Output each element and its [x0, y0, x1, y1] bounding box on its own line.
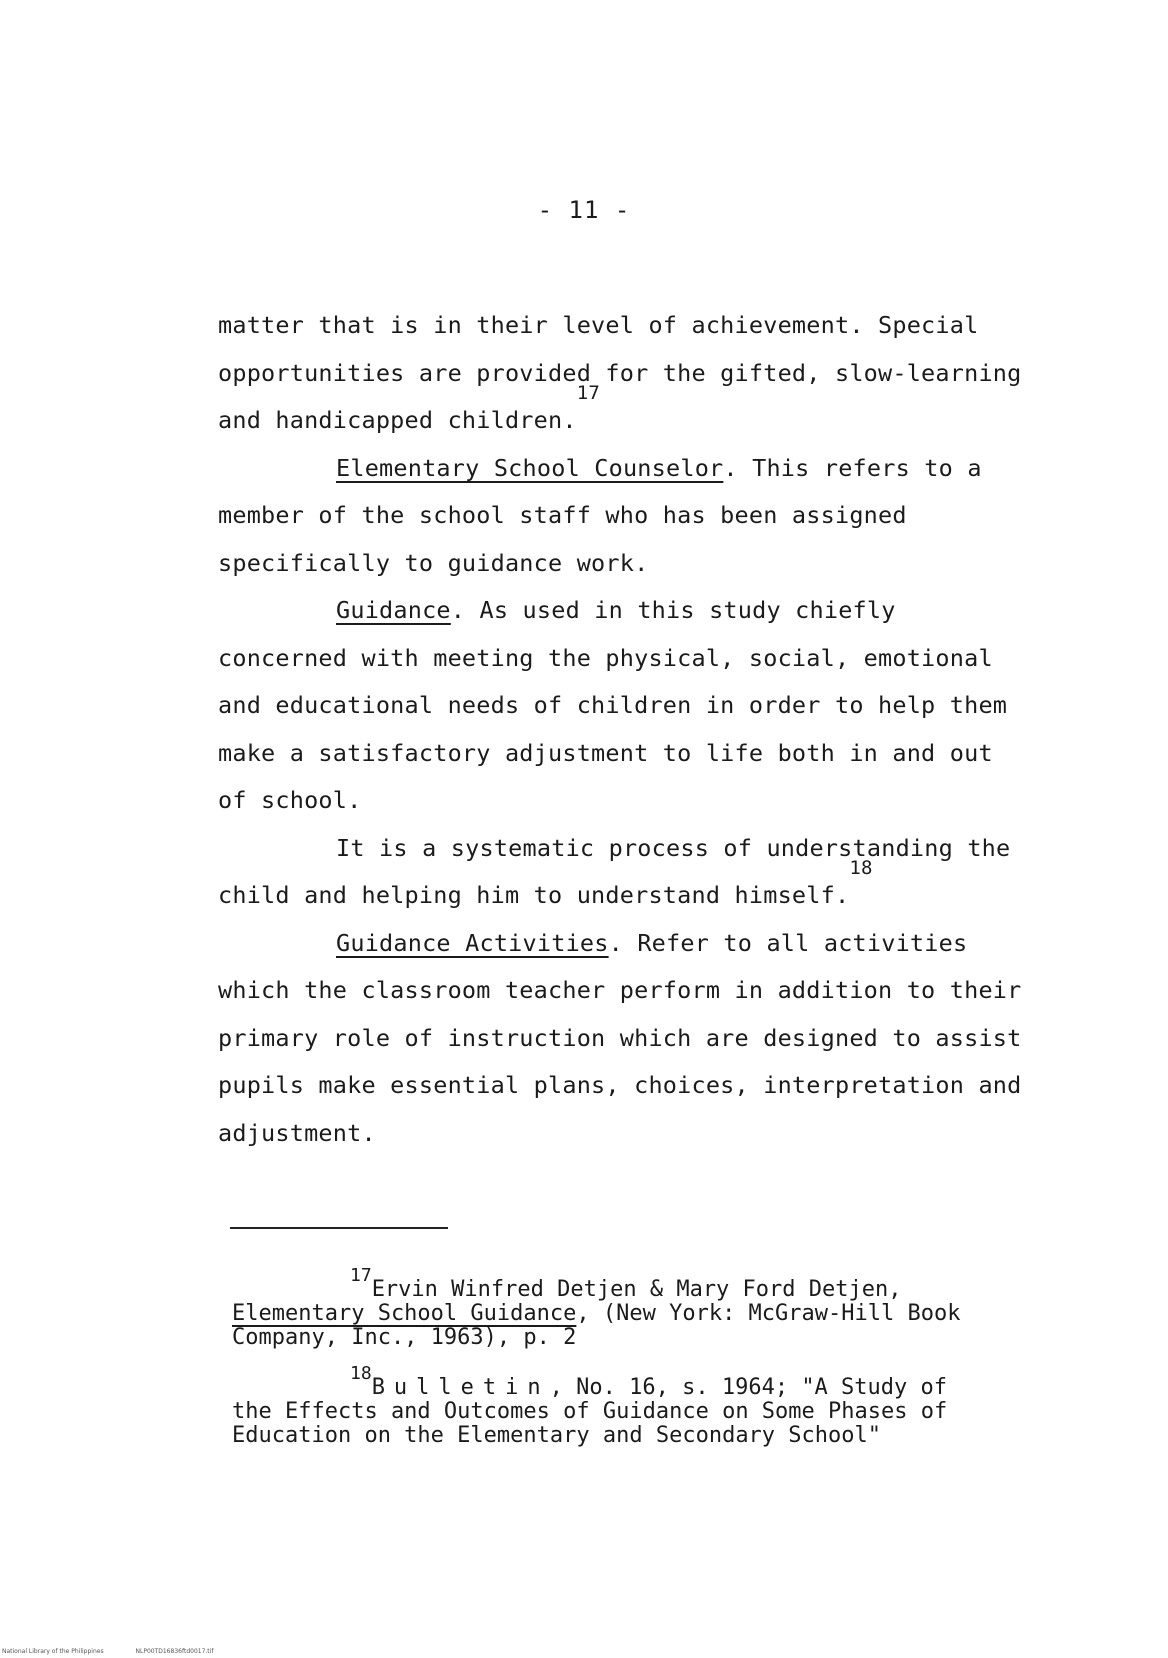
text-span: Education on the Elementary and Secondary School": [232, 1423, 882, 1448]
text-span: make a satisfactory adjustment to life both in and out: [218, 738, 993, 767]
body-line: [218, 587, 1038, 635]
footnote-ref-18: 18: [849, 857, 873, 879]
text-span: Ervin Winfred Detjen & Mary Ford Detjen,: [371, 1277, 902, 1302]
body-line: [218, 1015, 1038, 1063]
body-line: [218, 920, 1038, 968]
body-line: [218, 492, 1038, 540]
body-line: [218, 682, 1038, 730]
body-line: [218, 967, 1038, 1015]
body-line: [218, 1110, 1038, 1158]
text-span: of school.: [218, 786, 362, 814]
body-line: [218, 382, 1038, 445]
body-line: [218, 1062, 1038, 1110]
footnote-ref-17: 17: [576, 382, 600, 404]
text-span: pupils make essential plans, choices, interpretation and: [218, 1071, 1022, 1099]
bulletin-word: Bulletin: [371, 1375, 550, 1400]
footnote-line: [232, 1326, 1052, 1350]
text-span: . As used in this study chiefly: [450, 596, 896, 624]
text-span: adjustment.: [218, 1118, 376, 1147]
text-span: and handicapped children.: [218, 406, 577, 434]
file-name: NLP00TD16836ftd0017.tif: [135, 1648, 214, 1655]
footnotes: [232, 1265, 1052, 1474]
text-span: concerned with meeting the physical, social, emotional: [218, 643, 993, 672]
text-span: primary role of instruction which are designed to assist: [218, 1023, 1022, 1052]
body-text: [218, 302, 1038, 1157]
footnote-divider: [230, 1227, 448, 1229]
footnote-marker: 18: [350, 1363, 372, 1384]
footnote-line: [232, 1424, 1052, 1448]
body-line: [218, 445, 1038, 493]
text-span: child and helping him to understand himself.: [218, 881, 850, 909]
footnote-line: [232, 1302, 1052, 1326]
text-span: Company, Inc., 1963), p. 2: [232, 1325, 577, 1350]
text-span: , (New York: McGraw-Hill Book: [576, 1301, 961, 1326]
defined-term-guidance-activities: Guidance Activities: [336, 928, 609, 957]
footnote-marker: 17: [350, 1265, 372, 1286]
text-span: It is a systematic process of understanding the: [336, 833, 1011, 862]
book-title: Elementary School Guidance: [232, 1301, 577, 1326]
defined-term-guidance: Guidance: [336, 596, 451, 624]
library-credit: National Library of the Philippines: [2, 1648, 104, 1655]
body-line: [218, 635, 1038, 683]
footnote-line: [232, 1363, 1052, 1400]
footnote-line: [232, 1265, 1052, 1302]
body-line: [218, 540, 1038, 588]
defined-term-elementary-school-counselor: Elementary School Counselor: [336, 453, 724, 482]
text-span: . This refers to a: [723, 453, 982, 482]
text-span: which the classroom teacher perform in addition to their: [218, 976, 1022, 1004]
text-span: specifically to guidance work.: [218, 548, 649, 577]
body-line: [218, 302, 1038, 350]
body-line: [218, 350, 1038, 398]
footnote-line: [232, 1400, 1052, 1424]
body-line: [218, 777, 1038, 825]
body-line: [218, 730, 1038, 778]
text-span: member of the school staff who has been assigned: [218, 501, 907, 529]
scan-footer: [2, 1648, 243, 1655]
text-span: matter that is in their level of achievement. Special: [218, 311, 979, 339]
text-span: and educational needs of children in order to help them: [218, 691, 1008, 719]
text-span: , No. 16, s. 1964; "A Study of: [549, 1375, 948, 1400]
text-span: . Refer to all activities: [608, 928, 968, 957]
footnote-17: [232, 1265, 1052, 1350]
text-span: the Effects and Outcomes of Guidance on Some Phases of: [232, 1399, 948, 1424]
footnote-18: [232, 1363, 1052, 1448]
text-span: opportunities are provided for the gifted, slow-learning: [218, 358, 1022, 387]
body-line: [218, 857, 1038, 920]
body-line: [218, 825, 1038, 873]
page-number: - 11 -: [537, 196, 631, 224]
